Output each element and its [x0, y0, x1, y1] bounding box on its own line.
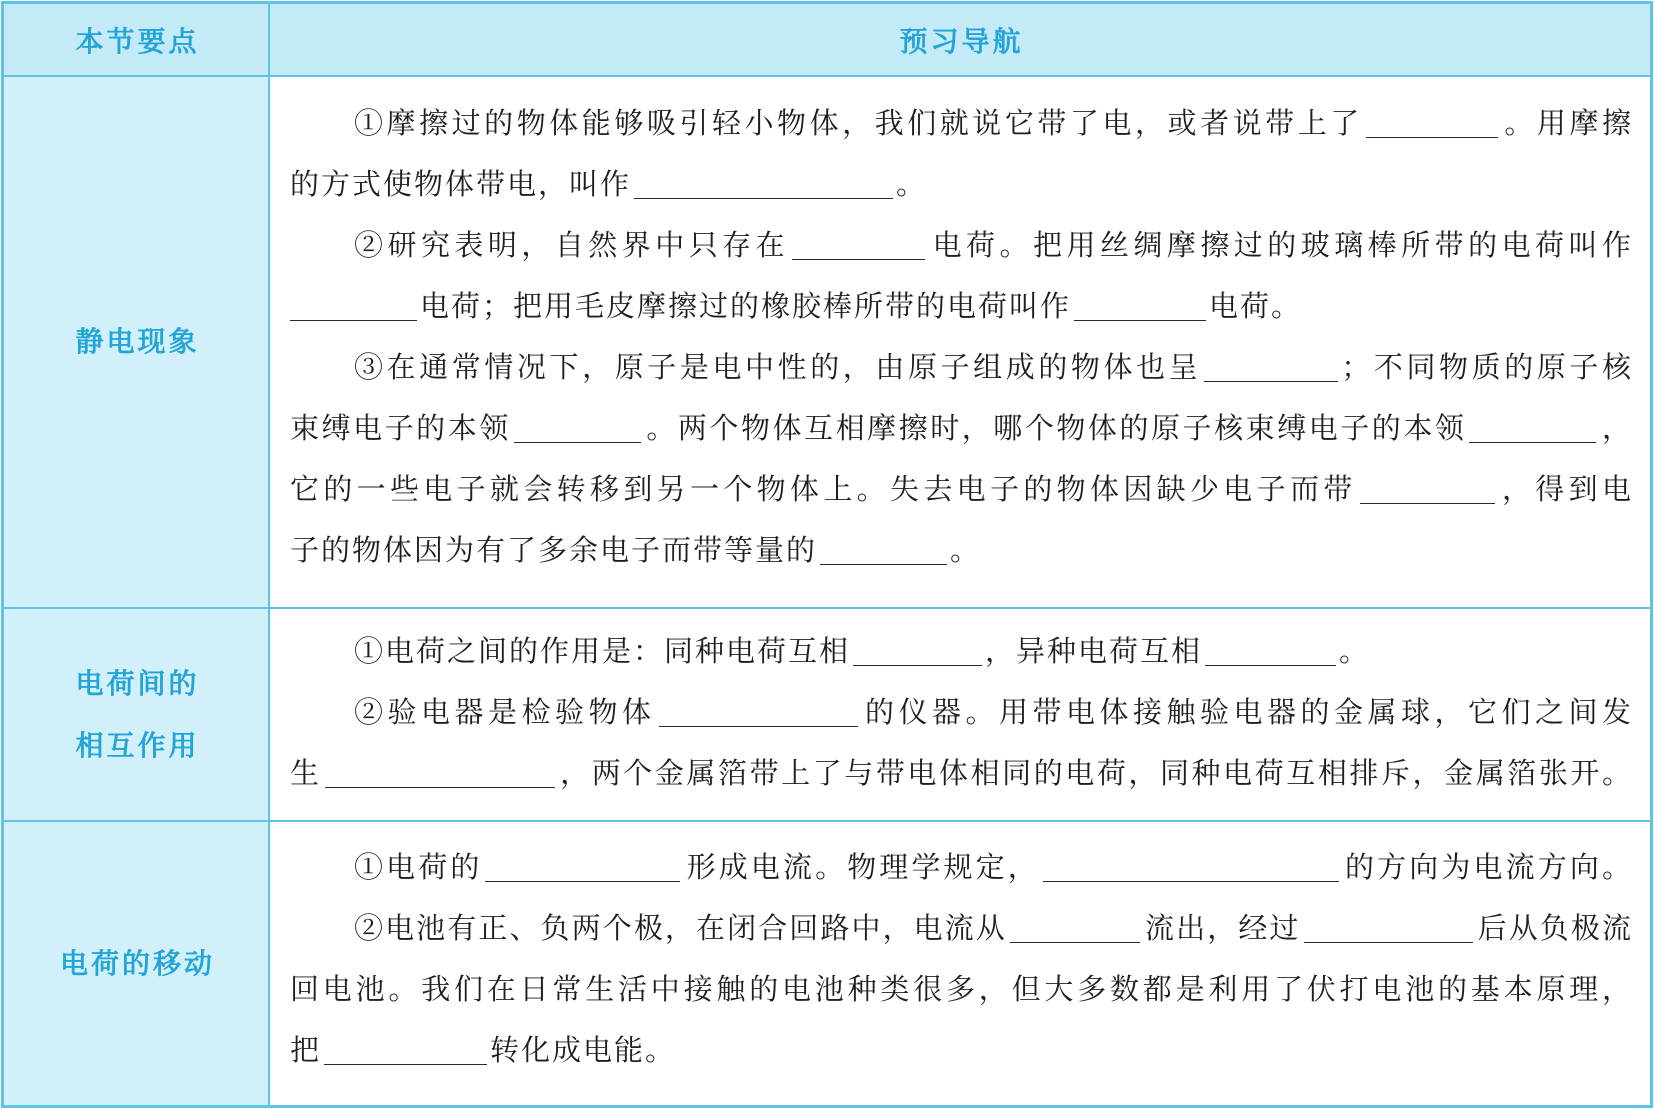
text-line	[290, 93, 1631, 154]
text-line	[290, 1020, 1631, 1081]
content-charge-interaction	[270, 609, 1650, 822]
answer-blank	[792, 259, 925, 260]
answer-blank	[1074, 320, 1206, 321]
text-line	[290, 898, 1631, 959]
text-segment: 。两个物体互相摩擦时，哪个物体的原子核束缚电子的本领	[643, 411, 1467, 445]
topic-electrostatics	[4, 77, 270, 609]
answer-blank	[853, 665, 982, 666]
text-segment: 电荷；把用毛皮摩擦过的橡胶棒所带的电荷叫作	[420, 289, 1072, 323]
paragraph	[290, 93, 1631, 215]
text-segment: ，	[1599, 411, 1631, 445]
answer-blank	[1010, 942, 1140, 943]
header-key-points	[4, 4, 270, 77]
text-line	[290, 682, 1631, 743]
preview-table	[1, 1, 1653, 1108]
answer-blank	[659, 726, 858, 727]
text-segment: 。	[950, 533, 982, 567]
text-segment: ，异种电荷互相	[985, 634, 1203, 668]
text-segment: ②研究表明，自然界中只存在	[354, 228, 790, 262]
topic-title: 电荷的移动	[59, 946, 215, 980]
content-charge-movement	[270, 822, 1650, 1105]
text-line	[290, 154, 1631, 215]
text-segment: ②验电器是检验物体	[354, 695, 656, 729]
answer-blank	[634, 198, 893, 199]
text-segment: 。	[1339, 634, 1371, 668]
text-segment: 形成电流。物理学规定，	[683, 850, 1040, 884]
text-segment: ①电荷之间的作用是：同种电荷互相	[354, 634, 851, 668]
text-line	[290, 837, 1631, 898]
text-segment: ①摩擦过的物体能够吸引轻小物体，我们就说它带了电，或者说带上了	[354, 106, 1363, 140]
answer-blank	[1366, 137, 1498, 138]
text-segment: ③在通常情况下，原子是电中性的，由原子组成的物体也呈	[354, 350, 1202, 384]
answer-blank	[324, 1064, 487, 1065]
answer-blank	[514, 442, 641, 443]
text-segment: 束缚电子的本领	[290, 411, 511, 445]
text-segment: 它的一些电子就会转移到另一个物体上。失去电子的物体因缺少电子而带	[290, 472, 1357, 506]
text-segment: ，得到电	[1497, 472, 1631, 506]
text-segment: 把	[290, 1033, 322, 1067]
text-line	[290, 215, 1631, 276]
text-segment: ，两个金属箔带上了与带电体相同的电荷，同种电荷互相排斥，金属箔张开。	[557, 756, 1631, 790]
answer-blank	[1043, 881, 1339, 882]
text-line	[290, 959, 1631, 1020]
text-segment: 转化成电能。	[490, 1033, 677, 1067]
answer-blank	[1304, 942, 1473, 943]
paragraph	[290, 621, 1631, 682]
paragraph	[290, 898, 1631, 1081]
text-segment: ②电池有正、负两个极，在闭合回路中，电流从	[354, 911, 1007, 945]
paragraph	[290, 682, 1631, 804]
text-segment: 。用摩擦	[1500, 106, 1631, 140]
paragraph	[290, 837, 1631, 898]
header-preview-guide-label: 预习导航	[899, 24, 1024, 58]
topic-charge-interaction	[4, 609, 270, 822]
header-key-points-label: 本节要点	[75, 24, 200, 58]
topic-charge-movement	[4, 822, 270, 1105]
text-segment: 电荷。	[1209, 289, 1303, 323]
text-segment: 电荷。把用丝绸摩擦过的玻璃棒所带的电荷叫作	[928, 228, 1631, 262]
answer-blank	[485, 881, 680, 882]
text-segment: 流出，经过	[1142, 911, 1301, 945]
text-segment: 的方式使物体带电，叫作	[290, 167, 632, 201]
text-segment: ；不同物质的原子核	[1341, 350, 1631, 384]
text-line	[290, 743, 1631, 804]
content-electrostatics	[270, 77, 1650, 609]
text-segment: 子的物体因为有了多余电子而带等量的	[290, 533, 818, 567]
text-segment: ①电荷的	[354, 850, 483, 884]
text-line	[290, 621, 1631, 682]
answer-blank	[1204, 381, 1338, 382]
answer-blank	[1469, 442, 1596, 443]
text-segment: 。	[896, 167, 928, 201]
paragraph	[290, 337, 1631, 581]
paragraph	[290, 215, 1631, 337]
text-line	[290, 520, 1631, 581]
topic-title: 静电现象	[75, 325, 200, 358]
answer-blank	[325, 787, 555, 788]
answer-blank	[820, 564, 947, 565]
text-segment: 后从负极流	[1475, 911, 1631, 945]
text-line	[290, 276, 1631, 337]
answer-blank	[290, 320, 417, 321]
text-line	[290, 459, 1631, 520]
answer-blank	[1360, 503, 1495, 504]
topic-title-line-1: 电荷间的	[75, 666, 200, 700]
text-segment: 的方向为电流方向。	[1341, 850, 1631, 884]
text-segment: 回电池。我们在日常生活中接触的电池种类很多，但大多数都是利用了伏打电池的基本原理，	[290, 972, 1631, 1006]
text-segment: 的仪器。用带电体接触验电器的金属球，它们之间发	[860, 695, 1631, 729]
text-segment: 生	[290, 756, 322, 790]
header-preview-guide	[270, 4, 1650, 77]
topic-title-line-2: 相互作用	[75, 728, 200, 762]
answer-blank	[1205, 665, 1336, 666]
text-line	[290, 337, 1631, 398]
text-line	[290, 398, 1631, 459]
